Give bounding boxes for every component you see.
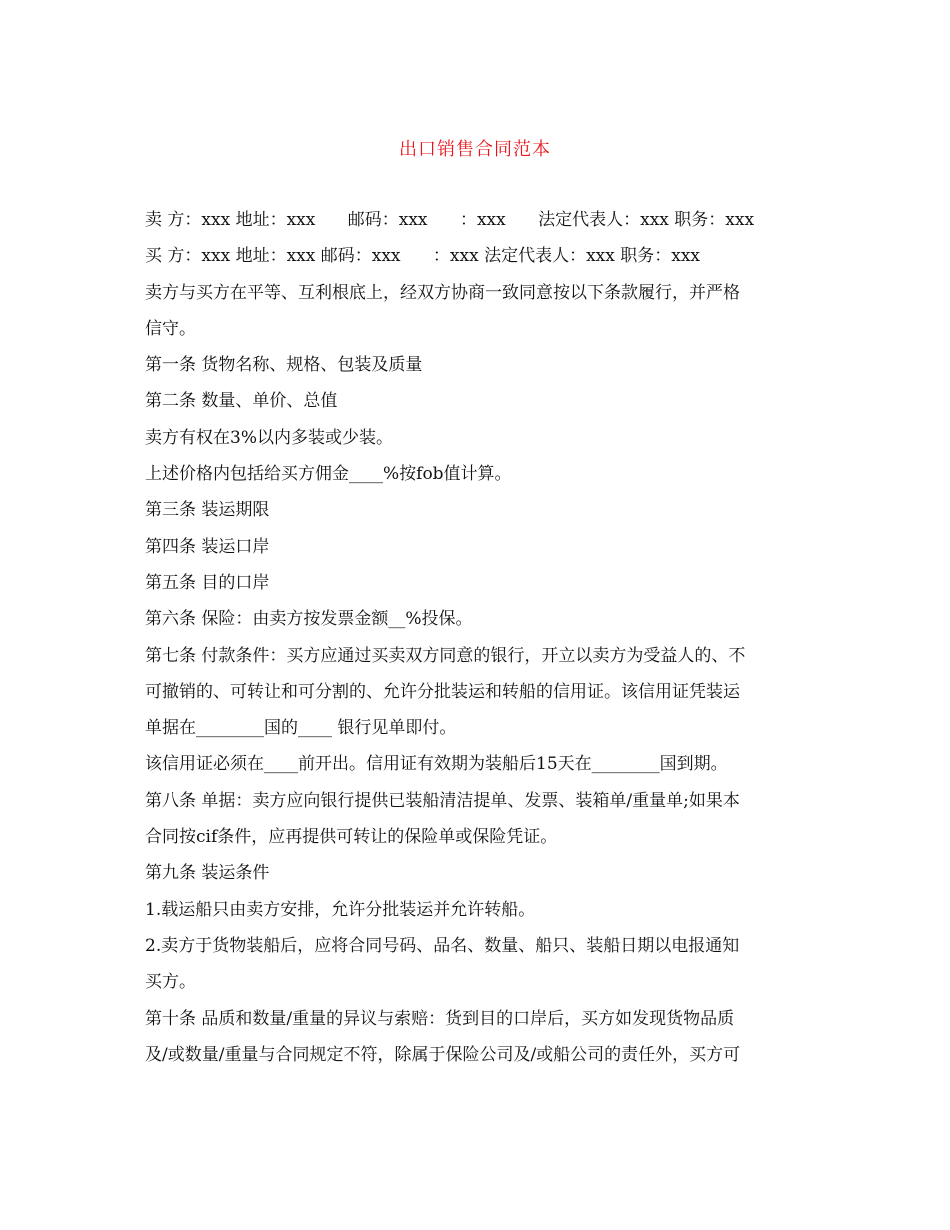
paragraph-line: 上述价格内包括给买方佣金____%按fob值计算。 [145,464,512,485]
paragraph-line: 卖方有权在3%以内多装或少装。 [145,427,393,448]
paragraph-line: 第七条 付款条件：买方应通过买卖双方同意的银行，开立以卖方为受益人的、不 [145,645,746,666]
paragraph-line: 第九条 装运条件 [145,863,270,884]
paragraph-line: 第二条 数量、单价、总值 [145,391,338,412]
paragraph-line: 1.载运船只由卖方安排，允许分批装运并允许转船。 [145,899,536,920]
paragraph-line: 信守。 [145,318,196,339]
paragraph-line: 2.卖方于货物装船后，应将合同号码、品名、数量、船只、装船日期以电报通知 [145,935,740,956]
paragraph-line: 及/或数量/重量与合同规定不符，除属于保险公司及/或船公司的责任外，买方可 [145,1044,741,1065]
paragraph-line: 单据在________国的____ 银行见单即付。 [145,718,457,739]
paragraph-line: 第六条 保险：由卖方按发票金额__%投保。 [145,609,473,630]
document-body [145,202,810,1073]
paragraph-line: 可撤销的、可转让和可分割的、允许分批装运和转船的信用证。该信用证凭装运 [145,681,740,702]
paragraph-line: 该信用证必须在____前开出。信用证有效期为装船后15天在________国到期。 [145,754,728,775]
paragraph-line: 卖方与买方在平等、互利根底上，经双方协商一致同意按以下条款履行，并严格 [145,282,740,303]
paragraph-line: 第十条 品质和数量/重量的异议与索赔：货到目的口岸后，买方如发现货物品质 [145,1008,735,1029]
paragraph-line: 第三条 装运期限 [145,500,270,521]
paragraph-line: 卖 方：xxx 地址：xxx 邮码：xxx ：xxx 法定代表人：xxx 职务：xxx [145,210,755,230]
paragraph-line: 第五条 目的口岸 [145,572,270,593]
paragraph-line: 第八条 单据：卖方应向银行提供已装船清洁提单、发票、装箱单/重量单;如果本 [145,790,740,811]
paragraph-line: 第一条 货物名称、规格、包装及质量 [145,355,423,376]
paragraph-line: 第四条 装运口岸 [145,536,270,557]
paragraph-line: 买 方：xxx 地址：xxx 邮码：xxx ：xxx 法定代表人：xxx 职务：xxx [145,246,701,267]
paragraph-line: 合同按cif条件，应再提供可转让的保险单或保险凭证。 [145,827,558,848]
page-title: 出口销售合同范本 [399,139,551,160]
paragraph-line: 买方。 [145,972,196,993]
